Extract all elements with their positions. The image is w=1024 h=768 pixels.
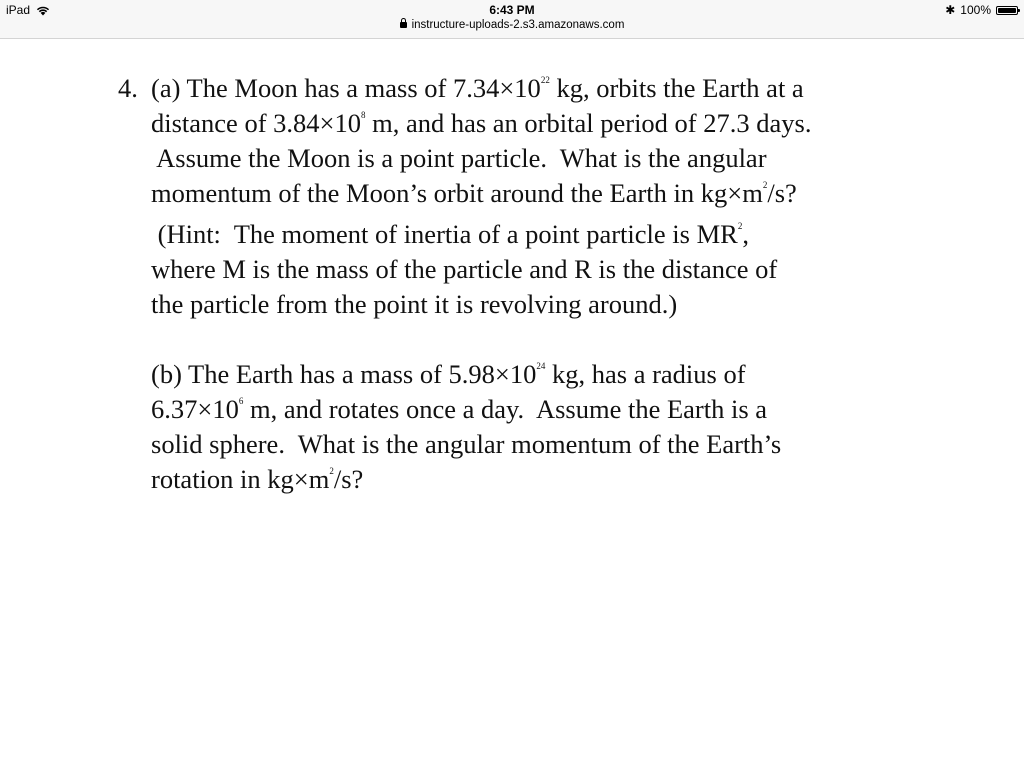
lock-icon: [400, 22, 407, 28]
part-b-line: rotation in $kg\times m^2/s$?: [151, 464, 364, 494]
status-bar: [0, 0, 1024, 39]
part-a-line: Assume the Moon is a point particle. What is the angular: [151, 143, 767, 173]
hint-line: the particle from the point it is revolving around.): [151, 289, 678, 319]
device-label: iPad: [6, 3, 31, 17]
bluetooth-icon: ✱: [945, 3, 956, 17]
hint-line: (Hint: The moment of inertia of a point particle is $MR^2$,: [151, 219, 749, 249]
clock: 6:43 PM: [489, 3, 535, 17]
hint-line: where M is the mass of the particle and R is the distance of: [151, 254, 778, 284]
part-b-line: solid sphere. What is the angular momentum of the Earth’s: [151, 429, 782, 459]
part-b-line: $6.37\times 10^6$ m, and rotates once a day. Assume the Earth is a: [151, 394, 768, 424]
url-bar[interactable]: [0, 19, 1024, 31]
part-a-line: distance of $3.84\times 10^8$ m, and has an orbital period of 27.3 days.: [151, 108, 812, 138]
battery-percent: 100%: [960, 3, 991, 17]
status-right: [945, 3, 1018, 17]
battery-icon: [996, 6, 1018, 15]
part-a-line: momentum of the Moon’s orbit around the Earth in $kg\times m^2/s$?: [151, 178, 797, 208]
question-number: 4.: [118, 73, 138, 103]
document-page: [0, 39, 1024, 768]
part-b-line: (b) The Earth has a mass of $5.98\times 10^{24}$ kg, has a radius of: [151, 359, 746, 389]
url-text[interactable]: instructure-uploads-2.s3.amazonaws.com: [411, 19, 625, 31]
part-a-line: (a) The Moon has a mass of $7.34\times 10^{22}$ kg, orbits the Earth at a: [151, 73, 804, 103]
